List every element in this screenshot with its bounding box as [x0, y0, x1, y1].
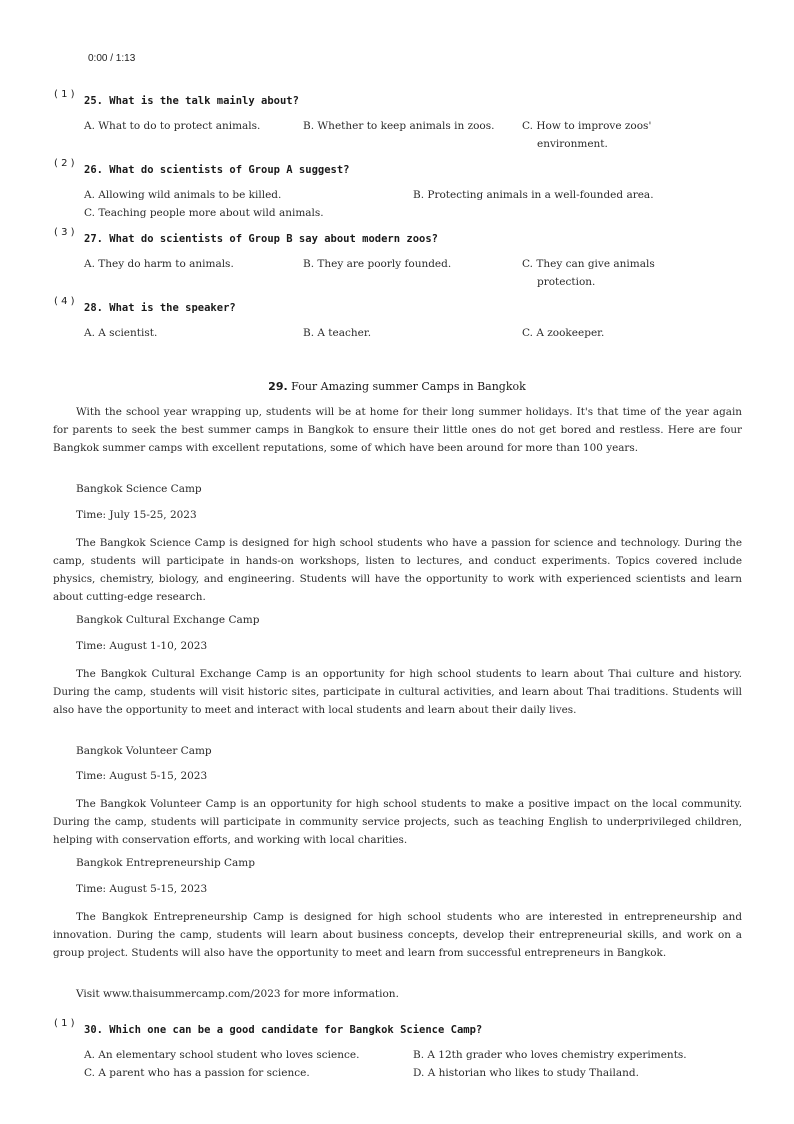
option-b[interactable]: B. A teacher.: [303, 327, 372, 339]
camp-description: The Bangkok Volunteer Camp is an opportunity for high school students to make a positive impact on the local community. During the camp, students will participate in community service projects, such as teaching English to underprivileged children, helping with conservation efforts, and working with local charities.: [53, 798, 742, 846]
passage-intro: With the school year wrapping up, students will be at home for their long summer holidays. It's that time of the year again for parents to seek the best summer camps in Bangkok to ensure their little ones do not get bored and restless. Here are four Bangkok summer camps with excellent reputations, some of which have been around for more than 100 years.: [53, 406, 742, 454]
option-b[interactable]: B. Whether to keep animals in zoos.: [303, 120, 495, 132]
option-a[interactable]: A. An elementary school student who loves science.: [84, 1049, 360, 1061]
camp-name: Bangkok Science Camp: [76, 483, 202, 495]
option-a[interactable]: A. They do harm to animals.: [84, 258, 234, 270]
question-number: ( 1 ): [54, 89, 75, 100]
camp-time: Time: August 1-10, 2023: [76, 640, 208, 652]
option-c[interactable]: C. A parent who has a passion for science.: [84, 1067, 310, 1079]
camp-time: Time: August 5-15, 2023: [76, 883, 208, 895]
option-b[interactable]: B. A 12th grader who loves chemistry experiments.: [413, 1049, 687, 1061]
camp-description: The Bangkok Science Camp is designed for high school students who have a passion for science and technology. During the camp, students will participate in hands-on workshops, listen to lectures, and conduct experiments. Topics covered include physics, chemistry, biology, and engineering. Students will have the opportunity to work with experienced scientists and learn about cutting-edge research.: [53, 537, 742, 603]
camp-name: Bangkok Entrepreneurship Camp: [76, 857, 255, 869]
camp-description: The Bangkok Cultural Exchange Camp is an opportunity for high school students to learn about Thai culture and history. During the camp, students will visit historic sites, participate in cultural activities, and learn about Thai traditions. Students will also have the opportunity to meet and interact with local students and learn about their daily lives.: [53, 668, 742, 716]
question-number: ( 3 ): [54, 227, 75, 238]
option-c-cont: protection.: [537, 276, 596, 288]
passage-title: [0, 380, 794, 393]
visit-info: Visit www.thaisummercamp.com/2023 for more information.: [76, 988, 399, 1000]
option-a[interactable]: A. A scientist.: [84, 327, 158, 339]
camp-time: Time: July 15-25, 2023: [76, 509, 197, 521]
camp-name: Bangkok Cultural Exchange Camp: [76, 614, 260, 626]
question-text: 25. What is the talk mainly about?: [84, 95, 299, 107]
question-text: 28. What is the speaker?: [84, 302, 236, 314]
question-text: 26. What do scientists of Group A suggest?: [84, 164, 350, 176]
passage-number: 29.: [268, 380, 288, 393]
option-c[interactable]: C. How to improve zoos': [522, 120, 652, 132]
option-d[interactable]: D. A historian who likes to study Thailand.: [413, 1067, 639, 1079]
option-b[interactable]: B. They are poorly founded.: [303, 258, 452, 270]
option-c[interactable]: C. They can give animals: [522, 258, 655, 270]
option-c[interactable]: C. A zookeeper.: [522, 327, 605, 339]
question-text: 27. What do scientists of Group B say about modern zoos?: [84, 233, 439, 245]
option-b[interactable]: B. Protecting animals in a well-founded area.: [413, 189, 654, 201]
passage-title-text: Four Amazing summer Camps in Bangkok: [291, 380, 526, 393]
camp-description: The Bangkok Entrepreneurship Camp is designed for high school students who are interested in entrepreneurship and innovation. During the camp, students will learn about business concepts, develop their entrepreneurial skills, and work on a group project. Students will also have the opportunity to meet and learn from successful entrepreneurs in Bangkok.: [53, 911, 742, 959]
question-text: 30. Which one can be a good candidate for Bangkok Science Camp?: [84, 1024, 483, 1036]
camp-time: Time: August 5-15, 2023: [76, 770, 208, 782]
option-c-cont: environment.: [537, 138, 608, 150]
question-number: ( 4 ): [54, 296, 75, 307]
option-c[interactable]: C. Teaching people more about wild animals.: [84, 207, 324, 219]
question-number: ( 2 ): [54, 158, 75, 169]
question-number: ( 1 ): [54, 1018, 75, 1029]
option-a[interactable]: A. What to do to protect animals.: [84, 120, 261, 132]
option-a[interactable]: A. Allowing wild animals to be killed.: [84, 189, 282, 201]
audio-time[interactable]: 0:00 / 1:13: [88, 53, 136, 64]
camp-name: Bangkok Volunteer Camp: [76, 745, 212, 757]
